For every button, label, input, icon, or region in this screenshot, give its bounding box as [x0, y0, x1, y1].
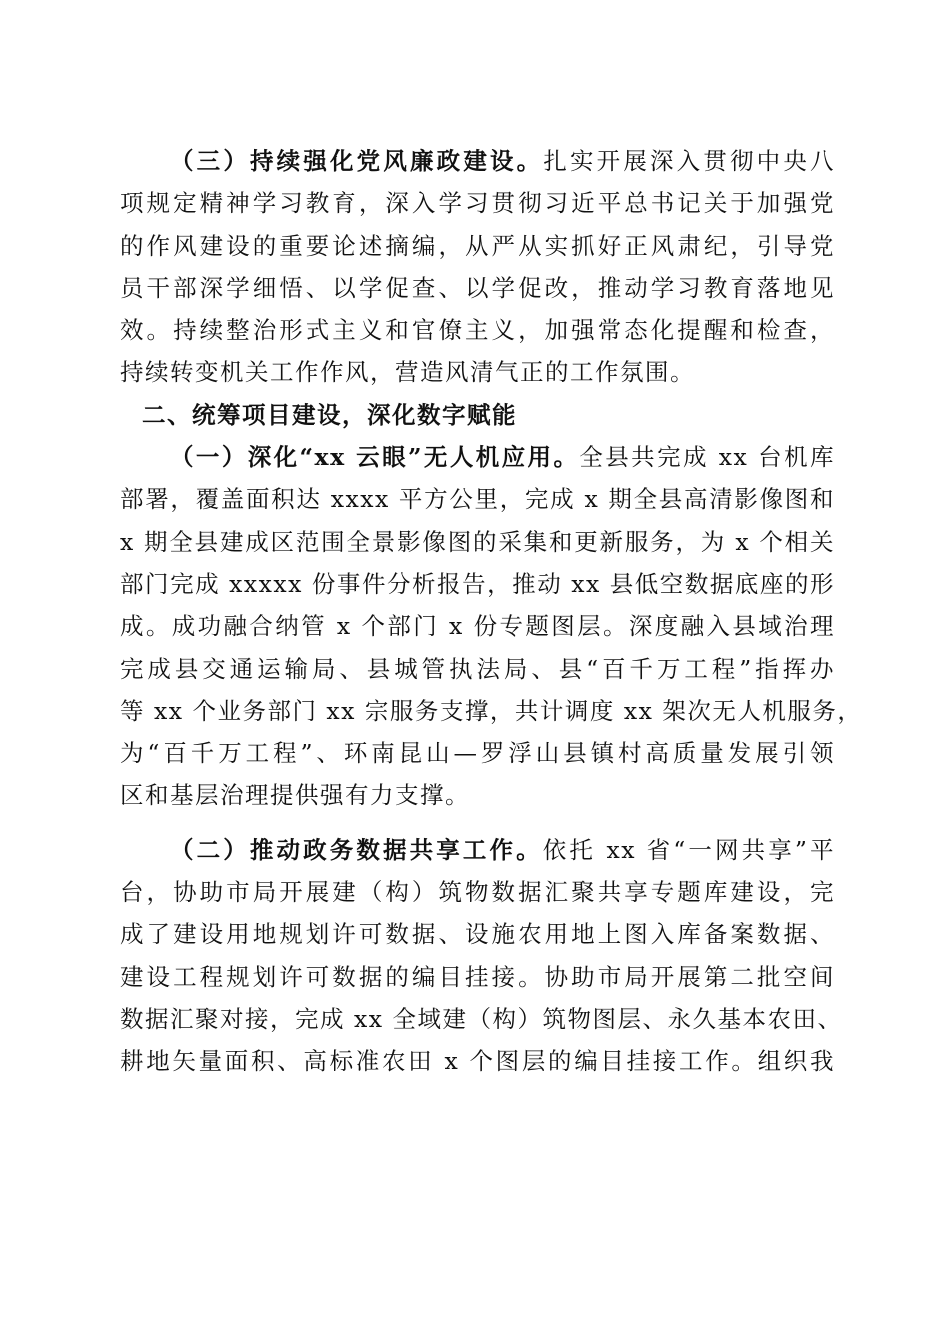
paragraph-line: 持续转变机关工作作风，营造风清气正的工作氛围。	[120, 358, 695, 387]
paragraph-line	[120, 436, 835, 478]
paragraph-line: 效。持续整治形式主义和官僚主义，加强常态化提醒和检查，	[120, 316, 835, 345]
paragraph-spacer	[120, 817, 835, 829]
paragraph-line: 成了建设用地规划许可数据、设施农用地上图入库备案数据、	[120, 920, 835, 949]
paragraph-text: 依托 xx 省“一网共享”平	[542, 835, 836, 864]
paragraph-line	[120, 140, 835, 182]
paragraph-line: 成。成功融合纳管 x 个部门 x 份专题图层。深度融入县域治理	[120, 612, 835, 641]
paragraph-line: 等 xx 个业务部门 xx 宗服务支撑，共计调度 xx 架次无人机服务，	[120, 696, 863, 725]
paragraph-line: 台，协助市局开展建（构）筑物数据汇聚共享专题库建设，完	[120, 878, 835, 907]
paragraph-line: 完成县交通运输局、县城管执法局、县“百千万工程”指挥办	[120, 654, 835, 683]
paragraph-text: 全县共完成 xx 台机库	[579, 443, 835, 472]
paragraph-line: 为“百千万工程”、环南昆山—罗浮山县镇村高质量发展引领	[120, 739, 835, 768]
paragraph-line: 员干部深学细悟、以学促查、以学促改，推动学习教育落地见	[120, 273, 835, 302]
paragraph-line: 区和基层治理提供强有力支撑。	[120, 781, 470, 810]
paragraph-line: x 期全县建成区范围全景影像图的采集和更新服务，为 x 个相关	[120, 527, 835, 556]
paragraph-drone-application	[120, 436, 863, 817]
paragraph-party-conduct	[120, 140, 835, 394]
paragraph-line: 数据汇聚对接，完成 xx 全域建（构）筑物图层、永久基本农田、	[120, 1004, 843, 1033]
section-heading: 二、统筹项目建设，深化数字赋能	[142, 400, 517, 429]
paragraph-lead: （二）推动政务数据共享工作。	[170, 835, 543, 864]
paragraph-line: 的作风建设的重要论述摘编，从严从实抓好正风肃纪，引导党	[120, 231, 835, 260]
paragraph-line: 项规定精神学习教育，深入学习贯彻习近平总书记关于加强党	[120, 189, 835, 218]
paragraph-line: 建设工程规划许可数据的编目挂接。协助市局开展第二批空间	[120, 962, 835, 991]
paragraph-lead: （一）深化“xx 云眼”无人机应用。	[170, 443, 580, 472]
document-body	[120, 140, 863, 1083]
paragraph-text: 扎实开展深入贯彻中央八	[543, 147, 836, 175]
paragraph-data-sharing	[120, 829, 843, 1083]
paragraph-line	[120, 829, 835, 871]
paragraph-line: 部署，覆盖面积达 xxxx 平方公里，完成 x 期全县高清影像图和	[120, 485, 835, 514]
paragraph-lead: （三）持续强化党风廉政建设。	[170, 147, 544, 175]
paragraph-line: 耕地矢量面积、高标准农田 x 个图层的编目挂接工作。组织我	[120, 1047, 835, 1076]
paragraph-line: 部门完成 xxxxx 份事件分析报告，推动 xx 县低空数据底座的形	[120, 569, 835, 598]
